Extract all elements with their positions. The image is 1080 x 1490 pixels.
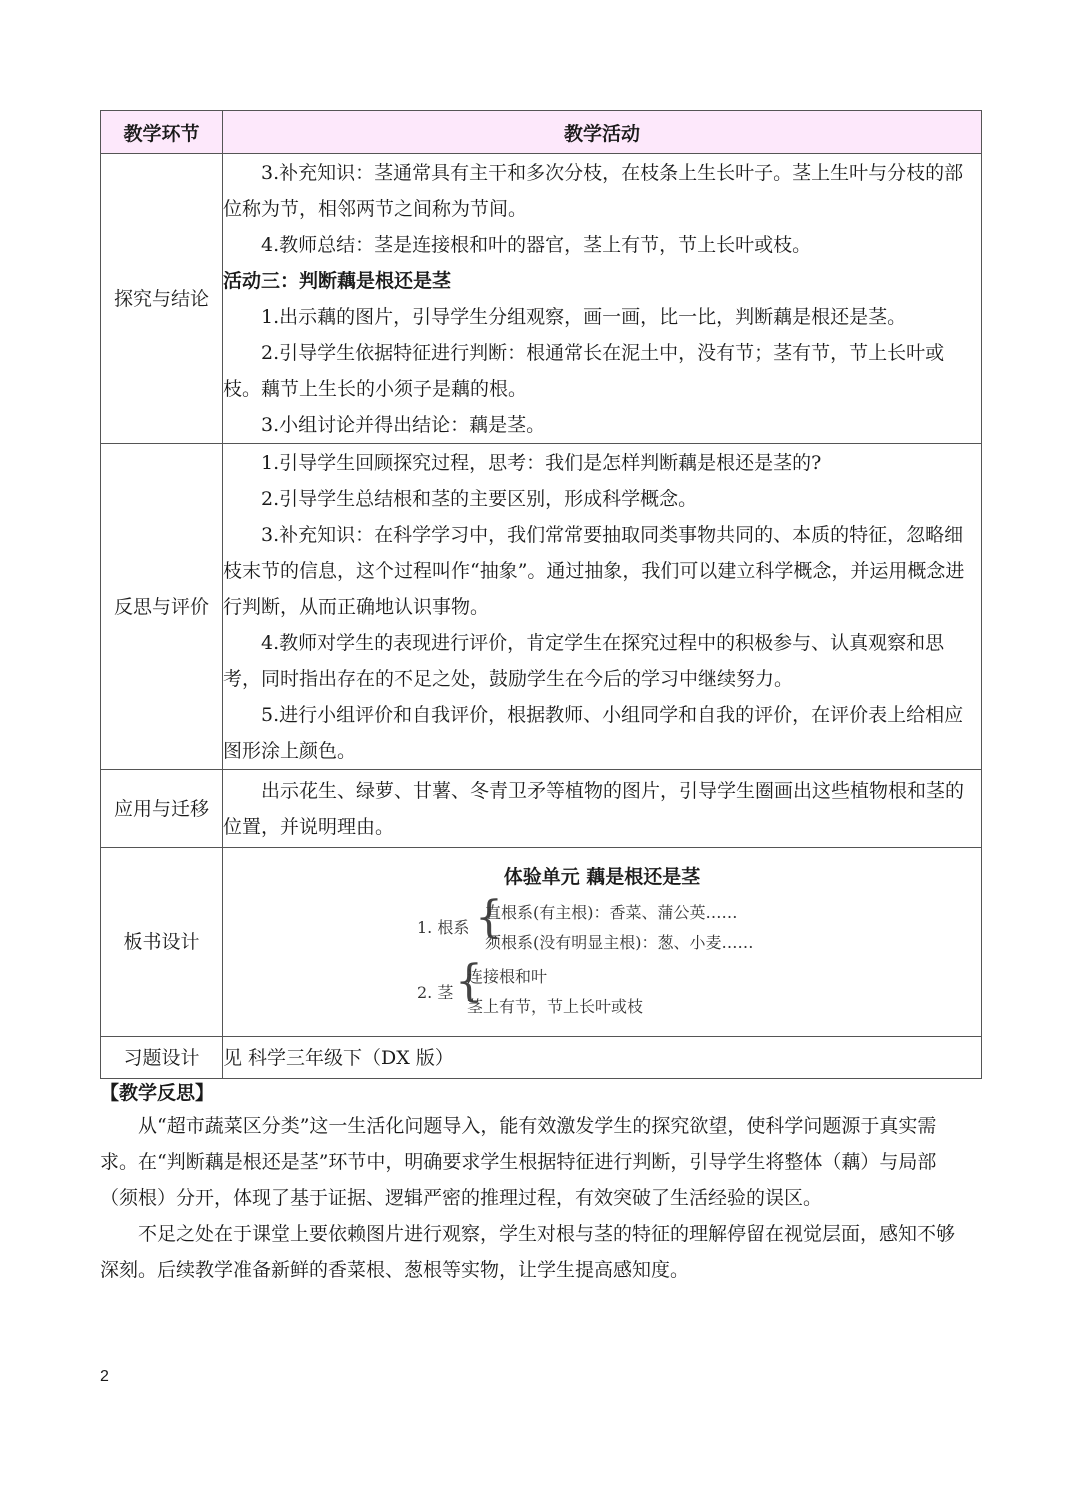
activity-cell [223,154,982,444]
header-stage: 教学环节 [101,111,223,154]
header-activity: 教学活动 [223,111,982,154]
board-item2-a: 连接根和叶 [467,967,548,986]
page-number: 2 [100,1368,109,1385]
activity-cell [223,444,982,770]
brace-icon: { [455,956,483,1007]
table-row [101,770,982,848]
activity-line: 2.引导学生总结根和茎的主要区别，形成科学概念。 [261,487,698,510]
reflection-body [100,1108,970,1288]
stage-cell: 应用与迁移 [101,770,223,848]
activity-line: 见 科学三年级下（DX 版） [223,1046,454,1069]
brace-icon: { [475,892,503,943]
board-item1-a: 直根系(有主根)：香菜、蒲公英…… [485,903,738,922]
table-row [101,1037,982,1079]
board-title: 体验单元 藕是根还是茎 [503,866,701,888]
activity-heading: 活动三：判断藕是根还是茎 [223,269,452,292]
reflection-title: 【教学反思】 [100,1082,215,1104]
board-design [223,848,981,1036]
board-item2-b: 茎上有节，节上长叶或枝 [467,997,644,1016]
board-item1-b: 须根系(没有明显主根)：葱、小麦…… [485,933,754,952]
activity-line: 5.进行小组评价和自我评价，根据教师、小组同学和自我的评价，在评价表上给相应图形涂上颜色。 [223,703,964,762]
table-row [101,848,982,1037]
lesson-plan-table [100,110,982,1079]
board-design-cell [223,848,982,1037]
reflection-paragraph: 从“超市蔬菜区分类”这一生活化问题导入，能有效激发学生的探究欲望，使科学问题源于真实需求。在“判断藕是根还是茎”环节中，明确要求学生根据特征进行判断，引导学生将整体（藕）与局部（须根）分开，体现了基于证据、逻辑严密的推理过程，有效突破了生活经验的误区。 [100,1115,937,1209]
table-header-row [101,111,982,154]
stage-cell: 板书设计 [101,848,223,1037]
stage-cell: 反思与评价 [101,444,223,770]
stage-cell: 探究与结论 [101,154,223,444]
activity-cell [223,770,982,848]
activity-line: 2.引导学生依据特征进行判断：根通常长在泥土中，没有节；茎有节，节上长叶或枝。藕节上生长的小须子是藕的根。 [223,341,945,400]
activity-line: 4.教师总结：茎是连接根和叶的器官，茎上有节，节上长叶或枝。 [261,233,812,256]
activity-cell [223,1037,982,1079]
activity-line: 出示花生、绿萝、甘薯、冬青卫矛等植物的图片，引导学生圈画出这些植物根和茎的位置，并说明理由。 [223,779,965,838]
activity-line: 3.补充知识：茎通常具有主干和多次分枝，在枝条上生长叶子。茎上生叶与分枝的部位称为节，相邻两节之间称为节间。 [223,161,964,220]
board-item2-label: 2. 茎 [417,983,454,1002]
activity-line: 3.小组讨论并得出结论：藕是茎。 [261,413,546,436]
activity-line: 3.补充知识：在科学学习中，我们常常要抽取同类事物共同的、本质的特征，忽略细枝末节的信息，这个过程叫作“抽象”。通过抽象，我们可以建立科学概念，并运用概念进行判断，从而正确地认识事物。 [223,523,965,618]
table-row [101,154,982,444]
activity-line: 1.引导学生回顾探究过程，思考：我们是怎样判断藕是根还是茎的? [261,451,822,474]
stage-cell: 习题设计 [101,1037,223,1079]
activity-line: 4.教师对学生的表现进行评价，肯定学生在探究过程中的积极参与、认真观察和思考，同时指出存在的不足之处，鼓励学生在今后的学习中继续努力。 [223,631,945,690]
reflection-paragraph: 不足之处在于课堂上要依赖图片进行观察，学生对根与茎的特征的理解停留在视觉层面，感知不够深刻。后续教学准备新鲜的香菜根、葱根等实物，让学生提高感知度。 [100,1223,956,1281]
board-item1-label: 1. 根系 [417,918,470,937]
activity-line: 1.出示藕的图片，引导学生分组观察，画一画，比一比，判断藕是根还是茎。 [261,305,907,328]
table-row [101,444,982,770]
